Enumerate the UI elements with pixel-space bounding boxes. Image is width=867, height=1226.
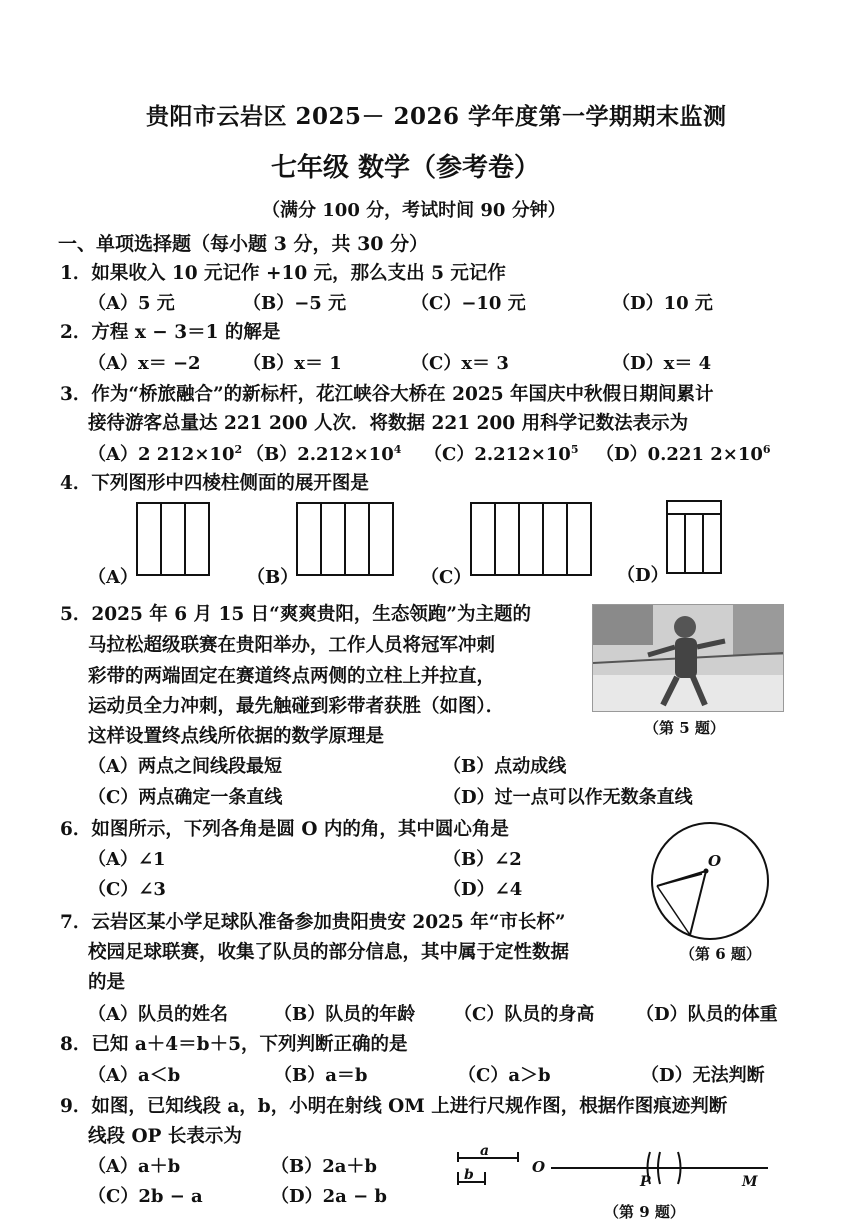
net-figure-a xyxy=(137,503,209,575)
question-7-line2: 校园足球联赛，收集了队员的部分信息，其中属于定性数据 xyxy=(88,942,570,963)
option-c: （C）两点确定一条直线 xyxy=(88,787,283,808)
exam-note: （满分 100 分，考试时间 90 分钟） xyxy=(262,200,566,221)
question-number: 1． xyxy=(60,263,92,284)
question-stem: 已知 a＋4＝b＋5，下列判断正确的是 xyxy=(91,1034,408,1055)
question-7 xyxy=(60,908,566,934)
option-c: （C）−10 元 xyxy=(411,293,526,314)
question-number: 7． xyxy=(60,912,92,933)
question-number: 6． xyxy=(60,819,92,840)
circle-figure xyxy=(644,818,774,943)
question-4 xyxy=(60,469,369,495)
option-b: （B）2a＋b xyxy=(271,1156,377,1177)
option-d: （D）过一点可以作无数条直线 xyxy=(443,787,693,808)
option-d: （D）∠4 xyxy=(443,879,523,900)
question-3 xyxy=(60,380,714,406)
option-a: （A） xyxy=(88,567,138,588)
option-d: （D）无法判断 xyxy=(641,1065,765,1086)
option-b: （B）x＝ 1 xyxy=(243,353,342,374)
question-6 xyxy=(60,815,509,841)
question-3-line2: 接待游客总量达 221 200 人次．将数据 221 200 用科学记数法表示为 xyxy=(88,413,689,434)
option-d: （D） xyxy=(617,565,669,586)
question-stem: 如图所示，下列各角是圆 O 内的角，其中圆心角是 xyxy=(91,819,509,840)
question-stem: 如果收入 10 元记作 +10 元，那么支出 5 元记作 xyxy=(91,263,506,284)
question-stem: 作为“桥旅融合”的新标杆，花江峡谷大桥在 2025 年国庆中秋假日期间累计 xyxy=(91,384,714,405)
construction-figure xyxy=(450,1138,780,1200)
question-5-line2: 马拉松超级联赛在贵阳举办，工作人员将冠军冲刺 xyxy=(88,635,496,656)
question-stem: 2025 年 6 月 15 日“爽爽贵阳，生态领跑”为主题的 xyxy=(91,604,531,625)
question-1 xyxy=(60,259,506,285)
option-c: （C）2b − a xyxy=(88,1186,203,1207)
label-b: b xyxy=(464,1167,474,1183)
question-number: 8． xyxy=(60,1034,92,1055)
option-b: （B）队员的年龄 xyxy=(274,1004,416,1025)
question-stem: 下列图形中四棱柱侧面的展开图是 xyxy=(91,473,369,494)
question-number: 5． xyxy=(60,604,92,625)
question-stem: 云岩区某小学足球队准备参加贵阳贵安 2025 年“市长杯” xyxy=(91,912,566,933)
figure-caption: （第 9 题） xyxy=(604,1203,685,1221)
option-c: （C）队员的身高 xyxy=(454,1004,595,1025)
option-b: （B）点动成线 xyxy=(443,756,567,777)
question-9 xyxy=(60,1092,727,1118)
option-a: （A）a＋b xyxy=(88,1156,181,1177)
marathon-photo xyxy=(592,604,784,712)
label-m: M xyxy=(742,1174,758,1190)
label-a: a xyxy=(480,1143,490,1159)
question-number: 4． xyxy=(60,473,92,494)
exam-subtitle: 七年级 数学（参考卷） xyxy=(271,153,541,183)
figure-caption: （第 5 题） xyxy=(644,719,725,737)
exam-title: 贵阳市云岩区 2025－ 2026 学年度第一学期期末监测 xyxy=(146,103,727,130)
runner-illustration xyxy=(593,605,783,711)
center-label: O xyxy=(708,852,722,870)
option-d: （D）0.221 $2\times 10^6$ xyxy=(596,443,771,465)
question-7-line3: 的是 xyxy=(88,972,126,993)
option-c: （C） xyxy=(421,567,472,588)
question-8 xyxy=(60,1030,407,1056)
option-b: （B）−5 元 xyxy=(243,293,347,314)
label-o: O xyxy=(532,1158,546,1176)
option-a: （A）2 $212\times 10^2$ xyxy=(88,443,243,465)
option-c: （C）∠3 xyxy=(88,879,166,900)
option-a: （A）队员的姓名 xyxy=(88,1004,228,1025)
option-d: （D）10 元 xyxy=(612,293,713,314)
question-5-line4: 运动员全力冲刺，最先触碰到彩带者获胜（如图）． xyxy=(88,696,505,717)
question-9-line2: 线段 OP 长表示为 xyxy=(88,1126,242,1147)
question-number: 2． xyxy=(60,322,92,343)
option-b: （B） xyxy=(247,567,299,588)
question-number: 9． xyxy=(60,1096,92,1117)
option-c: （C）a＞b xyxy=(458,1065,551,1086)
section-title: 一、单项选择题（每小题 3 分，共 30 分） xyxy=(58,233,429,255)
option-a: （A）x＝ −2 xyxy=(88,353,201,374)
label-p: P xyxy=(640,1174,651,1190)
net-figure-d xyxy=(667,501,721,573)
option-d: （D）2a − b xyxy=(271,1186,387,1207)
option-b: $(B)2.212\times 10^4$ xyxy=(246,443,402,465)
option-a: （A）a＜b xyxy=(88,1065,181,1086)
question-2 xyxy=(60,318,280,344)
question-5-line5: 这样设置终点线所依据的数学原理是 xyxy=(88,726,385,747)
question-stem: 方程 x − 3＝1 的解是 xyxy=(91,322,281,343)
question-stem: 如图，已知线段 a，b，小明在射线 OM 上进行尺规作图，根据作图痕迹判断 xyxy=(91,1096,728,1117)
option-a: （A）5 元 xyxy=(88,293,175,314)
question-5 xyxy=(60,600,531,626)
question-5-line3: 彩带的两端固定在赛道终点两侧的立柱上并拉直， xyxy=(88,666,496,687)
figure-caption: （第 6 题） xyxy=(680,945,761,963)
option-b: （B）a＝b xyxy=(274,1065,368,1086)
option-d: （D）x＝ 4 xyxy=(612,353,712,374)
option-b: （B）∠2 xyxy=(443,849,522,870)
option-a: （A）∠1 xyxy=(88,849,166,870)
option-c: （C）x＝ 3 xyxy=(411,353,509,374)
option-d: （D）队员的体重 xyxy=(636,1004,778,1025)
option-c: $(C)2.212\times 10^5$ xyxy=(424,443,579,465)
net-figure-c xyxy=(471,503,591,575)
option-a: （A）两点之间线段最短 xyxy=(88,756,282,777)
question-number: 3． xyxy=(60,384,92,405)
